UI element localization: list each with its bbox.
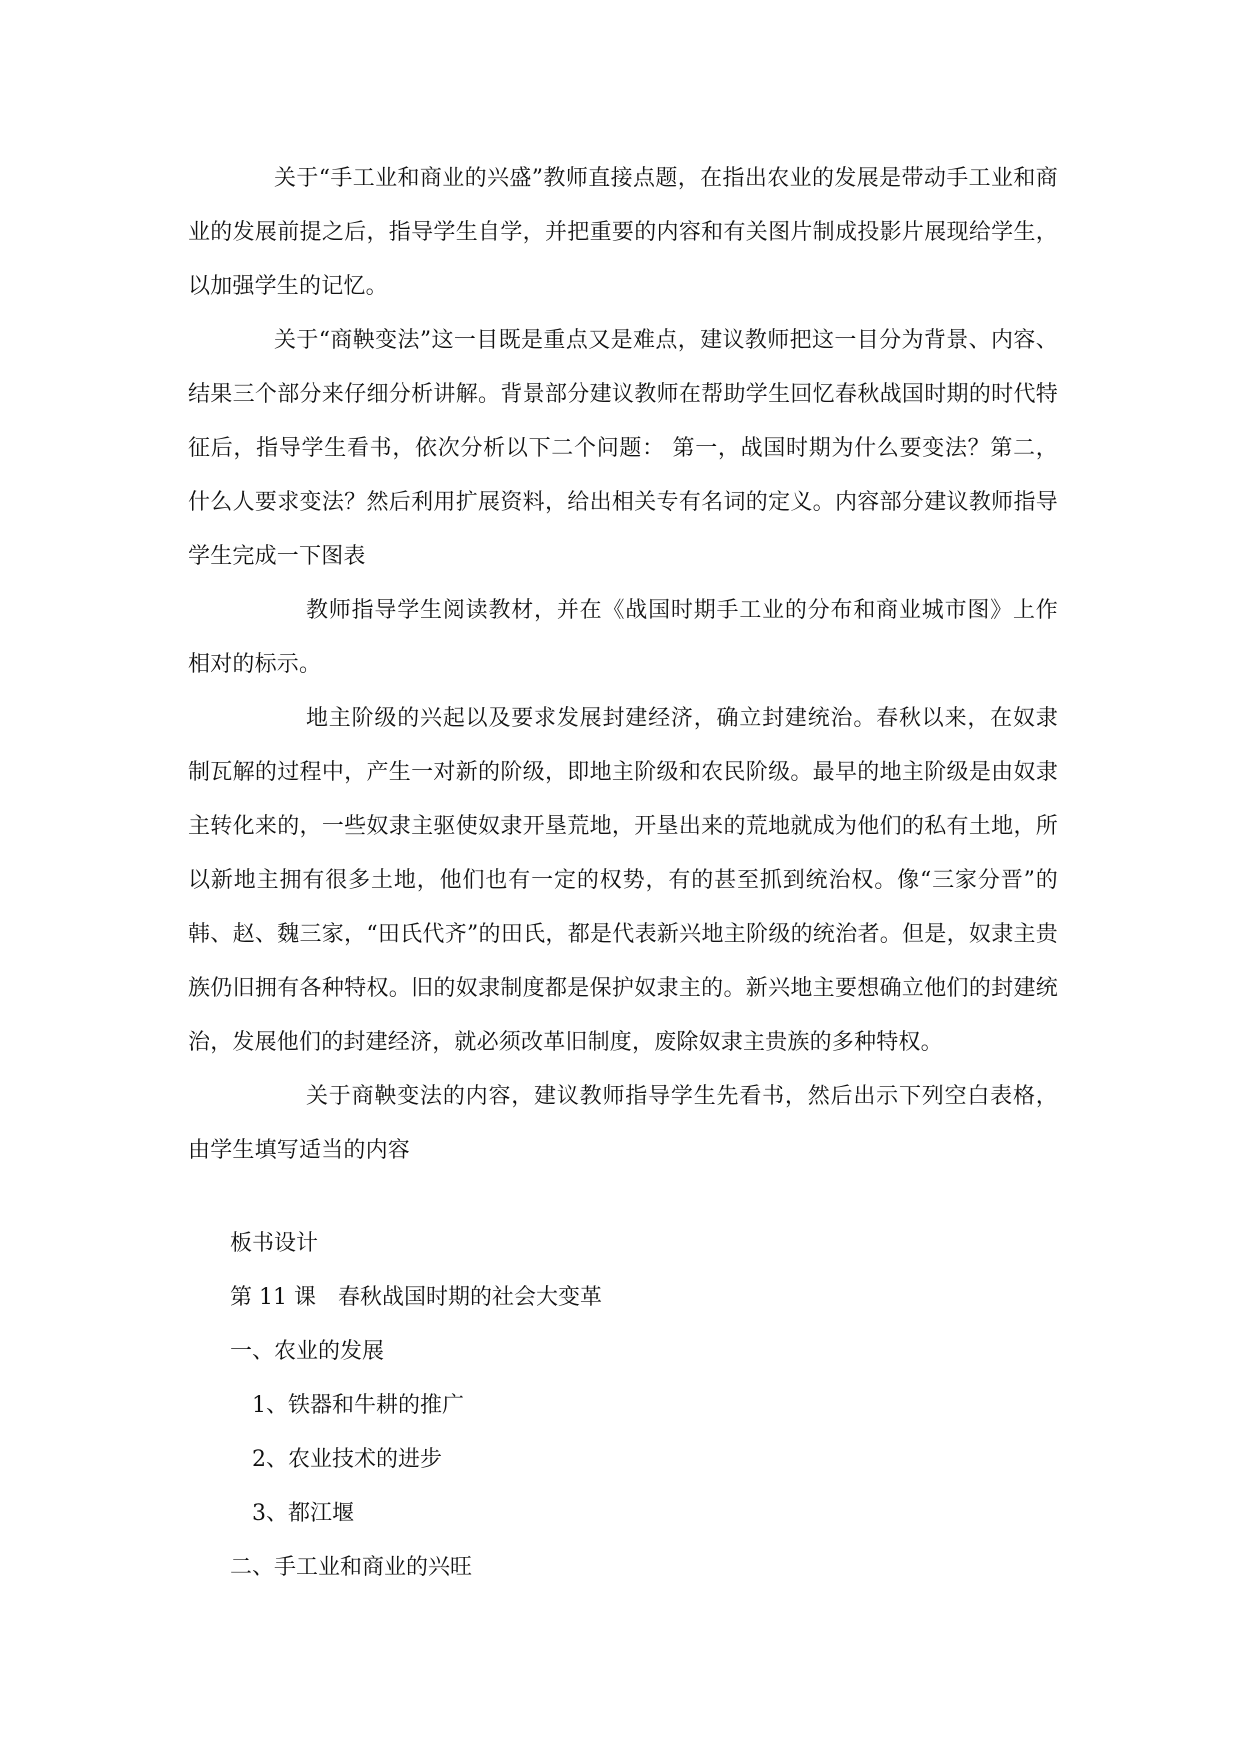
board-item: 2、农业技术的进步 (252, 1447, 442, 1472)
blackboard-design (230, 1217, 1050, 1595)
board-item: 1、铁器和牛耕的推广 (252, 1393, 464, 1418)
board-heading: 板书设计 (230, 1231, 319, 1256)
paragraph-shang-yang-reform: 关于“商鞅变法”这一目既是重点又是难点，建议教师把这一目分为背景、内容、结果三个部分来仔细分析讲解。背景部分建议教师在帮助学生回忆春秋战国时期的时代特征后，指导学生看书，依次分析以下二个问题： 第一，战国时期为什么要变法？第二，什么人要求变法？然后利用扩展资料，给出相关专有名词的定义。内容部分建议教师指导学生完成一下图表 (188, 328, 1058, 569)
lesson-notes-body (188, 152, 1058, 1178)
board-section-handicraft: 二、手工业和商业的兴旺 (230, 1555, 473, 1580)
paragraph-landlord-class: 地主阶级的兴起以及要求发展封建经济，确立封建统治。春秋以来，在奴隶制瓦解的过程中，产生一对新的阶级，即地主阶级和农民阶级。最早的地主阶级是由奴隶主转化来的，一些奴隶主驱使奴隶开垦荒地，开垦出来的荒地就成为他们的私有土地，所以新地主拥有很多土地，他们也有一定的权势，有的甚至抓到统治权。像“三家分晋”的韩、赵、魏三家，“田氏代齐”的田氏，都是代表新兴地主阶级的统治者。但是，奴隶主贵族仍旧拥有各种特权。旧的奴隶制度都是保护奴隶主的。新兴地主要想确立他们的封建统治，发展他们的封建经济，就必须改革旧制度，废除奴隶主贵族的多种特权。 (188, 706, 1058, 1055)
board-section-agriculture: 一、农业的发展 (230, 1339, 385, 1364)
board-item: 3、都江堰 (252, 1501, 354, 1526)
board-lesson-title: 第 11 课 春秋战国时期的社会大变革 (230, 1285, 602, 1310)
paragraph-handicraft-commerce: 关于“手工业和商业的兴盛”教师直接点题，在指出农业的发展是带动手工业和商业的发展前提之后，指导学生自学，并把重要的内容和有关图片制成投影片展现给学生，以加强学生的记忆。 (188, 166, 1058, 299)
paragraph-reform-content: 关于商鞅变法的内容，建议教师指导学生先看书，然后出示下列空白表格，由学生填写适当的内容 (188, 1084, 1058, 1163)
paragraph-map-reading: 教师指导学生阅读教材，并在《战国时期手工业的分布和商业城市图》上作相对的标示。 (188, 598, 1058, 677)
